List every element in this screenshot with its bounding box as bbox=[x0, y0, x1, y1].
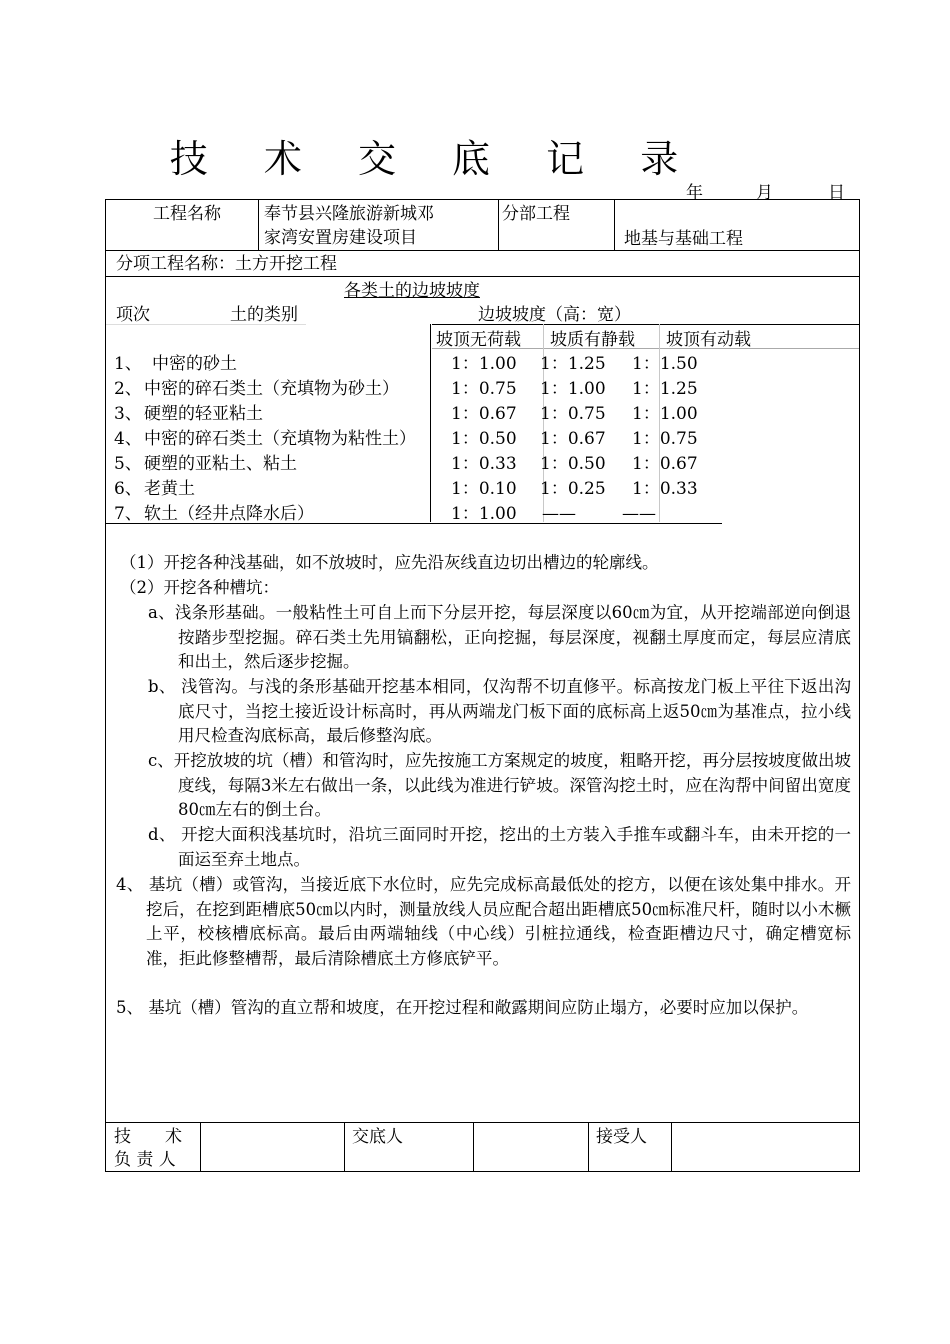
subitem-title: 分项工程名称：土方开挖工程 bbox=[116, 254, 337, 274]
slope-subheader-2: 坡质有静载 bbox=[550, 330, 635, 350]
para-a: a、浅条形基础。一般粘性土可自上而下分层开挖，每层深度以60㎝为宜，从开挖端部逆向倒退按踏步型挖掘。碎石类土先用镐翻松，正向挖掘，每层深度，视翻土厚度而定，每层应清底和出土，然后逐步挖掘。 bbox=[148, 603, 851, 672]
para-1: （1）开挖各种浅基础，如不放坡时，应先沿灰线直边切出槽边的轮廓线。 bbox=[120, 553, 659, 572]
date-year: 年 bbox=[686, 183, 703, 203]
para-d: d、 开挖大面积浅基坑时，沿坑三面同时开挖，挖出的土方装入手推车或翻斗车，由未开挖的一面运至弃土地点。 bbox=[148, 825, 851, 869]
tech-lead-label-line1: 技 术 bbox=[114, 1127, 182, 1147]
disclosure-form: 工程名称 奉节县兴隆旅游新城邓 家湾安置房建设项目 分部工程 地基与基础工程 分项工程名称：土方开挖工程 各类土的边坡坡度 项次 土的类别 边坡坡度（高：宽） 坡顶无荷载 坡质有静载 坡顶有动载 1、 中密的砂土 1：1.00 1：1.25 1：1.50 2、 中密的碎石类土（充填物为砂土） 1：0.75 1：1.00 1：1.25 3、 硬塑的轻亚粘土 1：0.67 1：0.75 1：1.00 4、 中密的碎石类土（充填物为粘性土） 1：0.50 1：0.67 1：0.75 5、 硬塑的亚粘土、粘土 1：0.33 1：0.50 1：0.67 6、 老黄土 1：0.10 1：0.25 1：0.33 7、 软土（经井点降水后） 1：1.00 —— —— （1）开挖各种浅基础，如不放坡时，应先沿灰线直边切出槽边的轮廓线。 （2）开挖各种槽坑： a、浅条形基础。一般粘性土可自上而下分层开挖，每层深度以60㎝为宜，从开挖端部逆向倒退按踏步型挖掘。碎石类土先用镐翻松，正向挖掘，每层深度，视翻土厚度而定，每层应清底和出土，然后逐步挖掘。 b、 浅管沟。与浅的条形基础开挖基本相同，仅沟帮不切直修平。标高按龙门板上平往下返出沟底尺寸，当挖土接近设计标高时，再从两端龙门板下面的底标高上返50㎝为基准点，拉小线用尺检查沟底标高，最后修整沟底。 c、开挖放坡的坑（槽）和管沟时，应先按施工方案规定的坡度，粗略开挖，再分层按坡度做出坡度线，每隔3米左右做出一条，以此线为准进行铲坡。深管沟挖土时，应在沟帮中间留出宽度80㎝左右的倒土台。 d、 开挖大面积浅基坑时，沿坑三面同时开挖，挖出的土方装入手推车或翻斗车，由未开挖的一面运至弃土地点。 4、 基坑（槽）或管沟，当接近底下水位时，应先完成标高最低处的挖方，以便在该处集中排水。开挖后，在挖到距槽底50㎝以内时，测量放线人员应配合超出距槽底50㎝标准尺杆，随时以小木橛上平，校核槽底标高。最后由两端轴线（中心线）引桩拉通线，检查距槽边尺寸，确定槽宽标准，拒此修整槽帮，最后清除槽底土方修底铲平。 5、 基坑（槽）管沟的直立帮和坡度，在开挖过程和敞露期间应防止塌方，必要时应加以保护。 技 术 负 责 人 交底人 接受人 bbox=[105, 199, 860, 1172]
date-month: 月 bbox=[756, 183, 773, 203]
para-b: b、 浅管沟。与浅的条形基础开挖基本相同，仅沟帮不切直修平。标高按龙门板上平往下返出沟底尺寸，当挖土接近设计标高时，再从两端龙门板下面的底标高上返50㎝为基准点，拉小线用尺检查沟底标高，最后修整沟底。 bbox=[148, 677, 851, 746]
slope-subheader-1: 坡顶无荷载 bbox=[436, 330, 521, 350]
slope-col-soil: 土的类别 bbox=[230, 305, 298, 325]
division-value: 地基与基础工程 bbox=[624, 229, 743, 249]
slope-subheader-3: 坡顶有动载 bbox=[666, 330, 751, 350]
discloser-signature-field[interactable] bbox=[474, 1123, 588, 1171]
para-2: （2）开挖各种槽坑： bbox=[120, 578, 279, 597]
tech-lead-signature-field[interactable] bbox=[201, 1123, 344, 1171]
project-name-label: 工程名称 bbox=[153, 204, 221, 224]
project-name-line2: 家湾安置房建设项目 bbox=[264, 228, 417, 248]
tech-lead-label-line2: 负 责 人 bbox=[114, 1150, 176, 1170]
slope-col-ratio: 边坡坡度（高：宽） bbox=[478, 305, 631, 325]
division-label: 分部工程 bbox=[502, 204, 570, 224]
para-c: c、开挖放坡的坑（槽）和管沟时，应先按施工方案规定的坡度，粗略开挖，再分层按坡度做出坡度线，每隔3米左右做出一条，以此线为准进行铲坡。深管沟挖土时，应在沟帮中间留出宽度80㎝左右的倒土台。 bbox=[148, 751, 851, 820]
para-4: 4、 基坑（槽）或管沟，当接近底下水位时，应先完成标高最低处的挖方，以便在该处集中排水。开挖后，在挖到距槽底50㎝以内时，测量放线人员应配合超出距槽底50㎝标准尺杆，随时以小木橛上平，校核槽底标高。最后由两端轴线（中心线）引桩拉通线，检查距槽边尺寸，确定槽宽标准，拒此修整槽帮，最后清除槽底土方修底铲平。 bbox=[116, 875, 851, 968]
slope-col-item: 项次 bbox=[116, 305, 150, 325]
discloser-label: 交底人 bbox=[352, 1127, 403, 1147]
project-name-line1: 奉节县兴隆旅游新城邓 bbox=[264, 204, 434, 224]
slope-table-caption: 各类土的边坡坡度 bbox=[344, 281, 480, 301]
receiver-label: 接受人 bbox=[596, 1127, 647, 1147]
date-day: 日 bbox=[828, 183, 845, 203]
document-title: 技 术 交 底 记 录 bbox=[169, 137, 701, 181]
receiver-signature-field[interactable] bbox=[672, 1123, 858, 1171]
para-5: 5、 基坑（槽）管沟的直立帮和坡度，在开挖过程和敞露期间应防止塌方，必要时应加以保护。 bbox=[116, 998, 809, 1017]
